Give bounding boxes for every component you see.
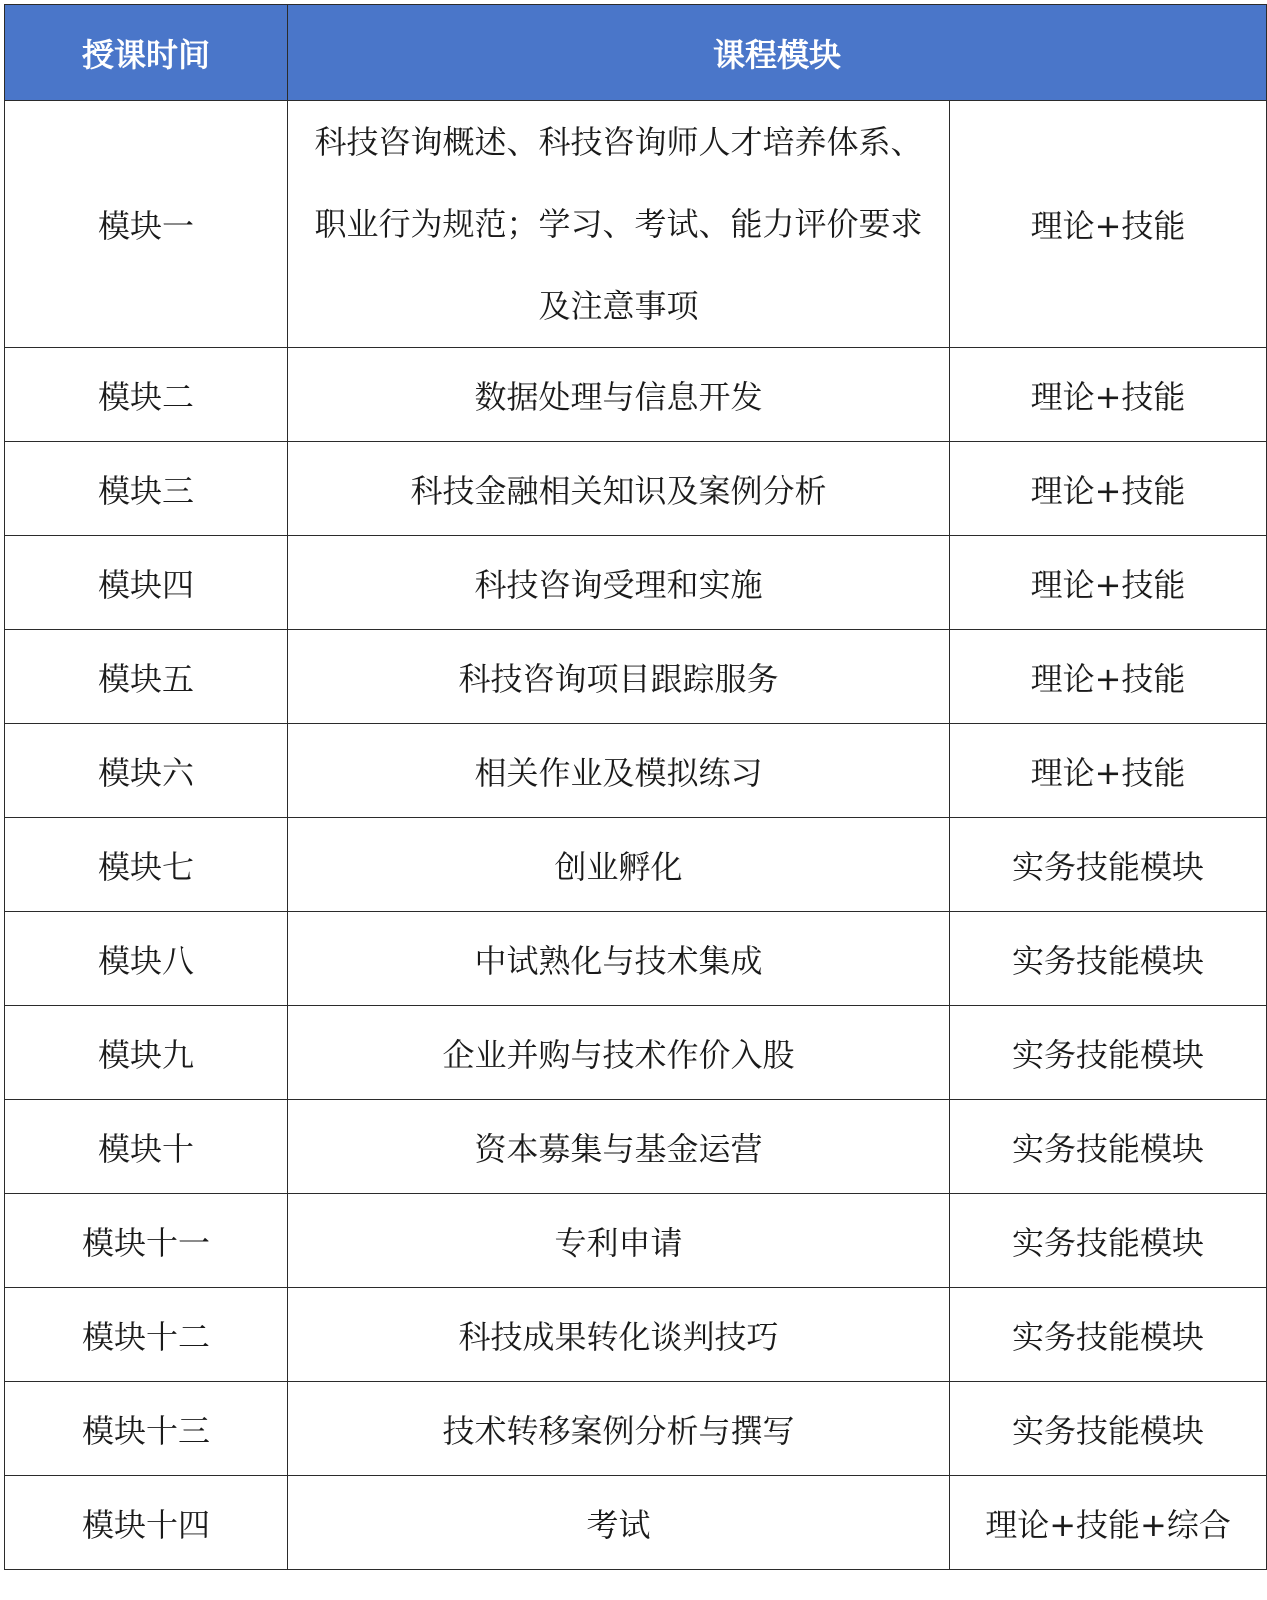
type-cell: 实务技能模块 bbox=[950, 1382, 1267, 1476]
type-cell: 实务技能模块 bbox=[950, 1194, 1267, 1288]
type-cell: 实务技能模块 bbox=[950, 818, 1267, 912]
module-cell: 模块十 bbox=[5, 1100, 288, 1194]
table-body bbox=[5, 101, 1267, 1570]
content-cell: 中试熟化与技术集成 bbox=[288, 912, 950, 1006]
type-cell: 理论+技能 bbox=[950, 536, 1267, 630]
module-cell: 模块四 bbox=[5, 536, 288, 630]
content-cell: 科技咨询概述、科技咨询师人才培养体系、职业行为规范；学习、考试、能力评价要求及注意事项 bbox=[288, 101, 950, 348]
module-cell: 模块二 bbox=[5, 348, 288, 442]
table-row bbox=[5, 1194, 1267, 1288]
content-cell: 相关作业及模拟练习 bbox=[288, 724, 950, 818]
table-row bbox=[5, 630, 1267, 724]
module-cell: 模块五 bbox=[5, 630, 288, 724]
type-cell: 理论+技能 bbox=[950, 101, 1267, 348]
table-row bbox=[5, 912, 1267, 1006]
table-row bbox=[5, 1476, 1267, 1570]
table-row bbox=[5, 1006, 1267, 1100]
content-cell: 专利申请 bbox=[288, 1194, 950, 1288]
module-cell: 模块三 bbox=[5, 442, 288, 536]
table-row bbox=[5, 536, 1267, 630]
module-cell: 模块八 bbox=[5, 912, 288, 1006]
content-cell: 科技成果转化谈判技巧 bbox=[288, 1288, 950, 1382]
content-cell: 企业并购与技术作价入股 bbox=[288, 1006, 950, 1100]
module-cell: 模块十三 bbox=[5, 1382, 288, 1476]
table-row bbox=[5, 348, 1267, 442]
table-row bbox=[5, 1288, 1267, 1382]
content-cell: 数据处理与信息开发 bbox=[288, 348, 950, 442]
type-cell: 实务技能模块 bbox=[950, 1100, 1267, 1194]
module-cell: 模块六 bbox=[5, 724, 288, 818]
module-cell: 模块一 bbox=[5, 101, 288, 348]
module-cell: 模块十一 bbox=[5, 1194, 288, 1288]
type-cell: 理论+技能 bbox=[950, 442, 1267, 536]
content-cell: 技术转移案例分析与撰写 bbox=[288, 1382, 950, 1476]
module-cell: 模块十四 bbox=[5, 1476, 288, 1570]
type-cell: 实务技能模块 bbox=[950, 912, 1267, 1006]
table-header bbox=[5, 5, 1267, 101]
table-row bbox=[5, 1100, 1267, 1194]
header-module: 课程模块 bbox=[288, 5, 1267, 101]
table-row bbox=[5, 442, 1267, 536]
header-time: 授课时间 bbox=[5, 5, 288, 101]
header-row bbox=[5, 5, 1267, 101]
course-schedule-table bbox=[4, 4, 1267, 1570]
content-cell: 考试 bbox=[288, 1476, 950, 1570]
content-cell: 创业孵化 bbox=[288, 818, 950, 912]
type-cell: 理论+技能 bbox=[950, 348, 1267, 442]
table-row bbox=[5, 724, 1267, 818]
content-cell: 科技咨询项目跟踪服务 bbox=[288, 630, 950, 724]
module-cell: 模块十二 bbox=[5, 1288, 288, 1382]
content-cell: 科技咨询受理和实施 bbox=[288, 536, 950, 630]
type-cell: 理论+技能 bbox=[950, 724, 1267, 818]
type-cell: 实务技能模块 bbox=[950, 1006, 1267, 1100]
table-row bbox=[5, 101, 1267, 348]
type-cell: 理论+技能 bbox=[950, 630, 1267, 724]
type-cell: 理论+技能+综合 bbox=[950, 1476, 1267, 1570]
type-cell: 实务技能模块 bbox=[950, 1288, 1267, 1382]
table-row bbox=[5, 818, 1267, 912]
module-cell: 模块九 bbox=[5, 1006, 288, 1100]
content-cell: 资本募集与基金运营 bbox=[288, 1100, 950, 1194]
table-row bbox=[5, 1382, 1267, 1476]
module-cell: 模块七 bbox=[5, 818, 288, 912]
course-schedule-table-wrapper bbox=[4, 4, 1266, 1570]
content-cell: 科技金融相关知识及案例分析 bbox=[288, 442, 950, 536]
